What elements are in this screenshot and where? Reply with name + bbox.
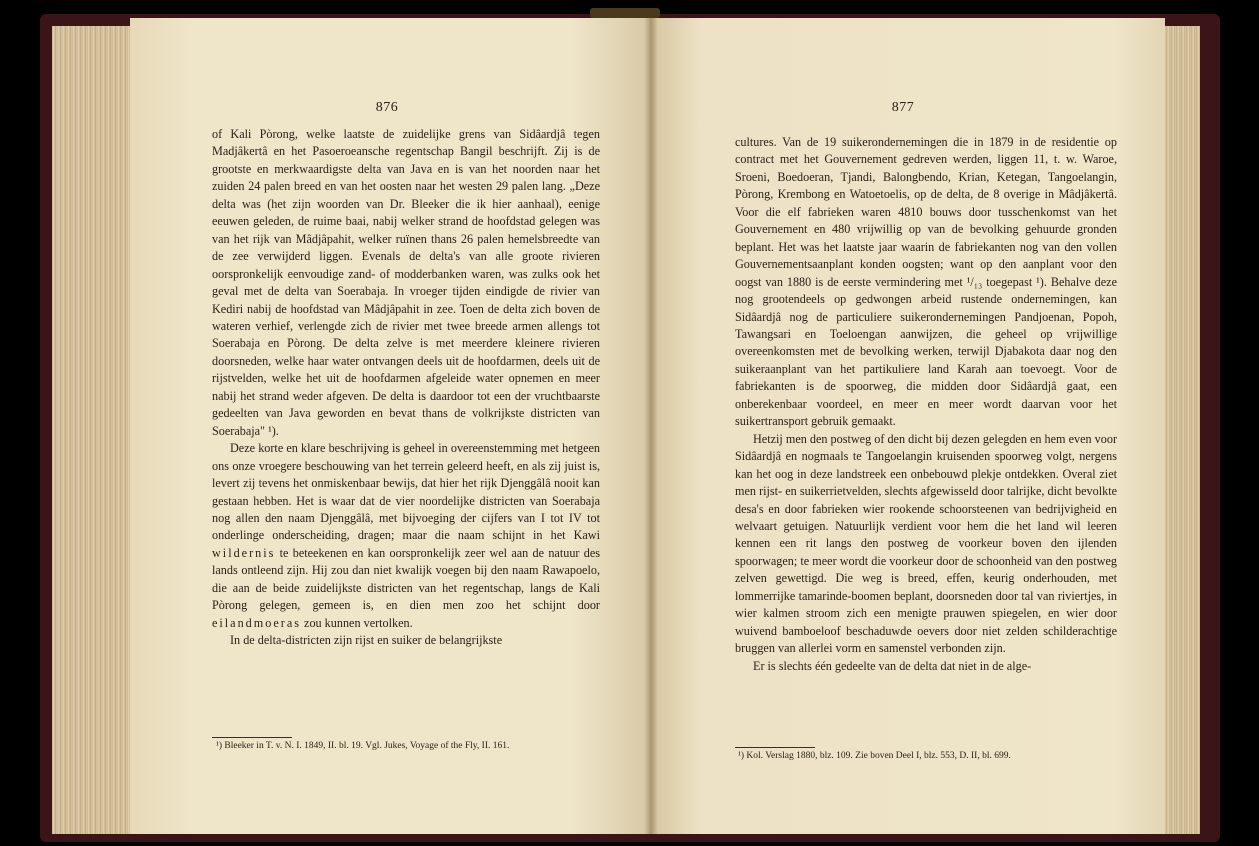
spaced-word-eilandmoeras: eilandmoeras bbox=[212, 615, 301, 630]
left-page-number: 876 bbox=[375, 100, 399, 115]
right-page bbox=[650, 18, 1165, 834]
spaced-word-wildernis: wildernis bbox=[212, 545, 276, 560]
right-paragraph-2: Hetzij men den postweg of den dicht bij dezen gelegden en hem even voor Sidâardjâ en nogmaals te Tangoelangin kruisenden spoorweg volgt, nergens kan het oog in deze landstreek een onbebouwd plekje ontdekken. Overal ziet men rijst- en suikerrietvelden, slechts afgewisseld door talrijke, dicht bevolkte desa's en door fabrieken wier rookende schoorsteenen van bedrijvigheid en welvaart getuigen. Natuurlijk verdient voor hem die het land wil leeren kennen een rit langs den postweg de voorkeur boven den ijlenden spoorwagen; te meer wordt die voorkeur door de schoonheid van den postweg zelven gewettigd. Die weg is breed, effen, keurig onderhouden, met lommerrijke tamarinde-boomen beplant, doorsneden door tal van riviertjes, in wier kalmen stroom zich een menigte prauwen spiegelen, en wier door wuivend bamboeloof beschaduwde oevers door niet zelden schilderachtige bruggen van allerlei vorm en samenstel verbonden zijn. bbox=[735, 431, 1117, 656]
right-footnote: ¹) Kol. Verslag 1880, blz. 109. Zie boven Deel I, blz. 553, D. II, bl. 699. bbox=[738, 751, 1011, 761]
right-page-number: 877 bbox=[891, 100, 915, 115]
left-footnote: ¹) Bleeker in T. v. N. I. 1849, II. bl. 19. Vgl. Jukes, Voyage of the Fly, II. 161. bbox=[216, 741, 510, 751]
left-paragraph-1: of Kali Pòrong, welke laatste de zuidelijke grens van Sidâardjâ tegen Madjâkertâ en het Pasoeroeansche regentschap Bangil beschrijft. Zij is de grootste en merkwaardigste delta van Java en is van het noorden naar het zuiden 24 palen breed en van het oosten naar het westen 29 palen lang. „Deze delta was (het zijn woorden van Dr. Bleeker die ik hier aanhaal), eenige eeuwen geleden, de ruime baai, nabij welker strand de hoofdstad gelegen was van het rijk van Mâdjâpahit, welker ruïnen thans 26 palen hemelsbreedte van de zee verwijderd liggen. Evenals de delta's van alle groote rivieren oorspronkelijk eenvoudige zand- of modderbanken waren, was zulks ook het geval met de delta van Soerabaja. In vroeger tijden eindigde de rivier van Kediri nabij de hoofdstad van Mâdjâpahit in zee. Toen de delta zich boven de wateren verhief, verlengde zich de rivier met twee breede armen allengs tot Soerabaja en Pòrong. De delta zelve is met meerdere kleinere rivieren doorsneden, welke haar water ontvangen deels uit de hoofdarmen, deels uit de rijstvelden, welke het uit de hoofdarmen afgeleide water opnemen en meer nabij het strand weder afgeven. De delta is daardoor tot een der vruchtbaarste gedeelten van Java geworden en bevat thans de volkrijkste districten van Soerabaja" ¹). bbox=[212, 127, 600, 438]
book-ribbon bbox=[590, 8, 660, 18]
right-paragraph-1: cultures. Van de 19 suikerondernemingen die in 1879 in de residentie op contract met het Gouvernement gedreven werden, liggen 11, t. w. Waroe, Sroeni, Boedoeran, Tjandi, Balongbendo, Krian, Ketegan, Tangoelangin, Pòrong, Krembong en Watoetoelis, op de delta, de 8 overige in Mâdjâkertâ. Voor die elf fabrieken waren 4810 bouws door tusschenkomst van het Gouvernement en 480 vrijwillig op van de bevolking gehuurde gronden beplant. Het was het laatste jaar waarin de fabriekanten nog van den vollen Gouvernementsaanplant konden oogsten; want op den aanplant voor den oogst van 1880 is de eerste vermindering met ¹/₁₃ toegepast ¹). Behalve deze nog grootendeels op gedwongen arbeid rustende ondernemingen, kan Sidâardjâ nog de particuliere suikerondernemingen Pandjoenan, Popoh, Tawangsari en Toeloengan aanwijzen, die geheel op vrijwillige overeenkomsten met de bevolking werken, terwijl Djabakota daar nog den suikeraanplant van het partikuliere land Karah aan toevoegt. Voor de fabriekanten is de spoorweg, die midden door Sidâardjâ gaat, een onberekenbaar voordeel, en meer en meer wordt daarvan voor het suikertransport gebruik gemaakt. bbox=[735, 135, 1117, 429]
left-footnote-rule bbox=[212, 737, 292, 738]
left-page-edges bbox=[52, 26, 138, 834]
right-footnote-rule bbox=[735, 747, 815, 748]
book-gutter bbox=[644, 18, 658, 834]
left-page-text bbox=[212, 126, 600, 650]
left-paragraph-2-part-2: te beteekenen en kan oorspronkelijk zeer wel aan de natuur des lands ontleend zijn. Hij zou dan niet kwalijk voegen bij den naam Rawapoelo, die aan de beide zuidelijkste districten van het regentschap, langs de Kali Pòrong gelegen, gemeen is, en dien men zoo het schijnt door bbox=[212, 545, 601, 613]
left-paragraph-2-part-1: Deze korte en klare beschrijving is geheel in overeenstemming met hetgeen ons onze vroegere beschouwing van het terrein geleerd heeft, en als zij juist is, levert zij tevens het onmiskenbaar bewijs, dat hier het rijk Djenggâlâ nooit kan gestaan hebben. Het is waar dat de vier noordelijke districten van Soerabaja nog allen den naam Djenggâlâ, met bijvoeging der cijfers van I tot IV tot onderlinge onderscheiding, dragen; maar die naam schijnt in het Kawi bbox=[212, 441, 600, 543]
right-page-text bbox=[735, 134, 1117, 675]
left-paragraph-3: In de delta-districten zijn rijst en suiker de belangrijkste bbox=[230, 633, 503, 648]
left-paragraph-2-part-3: zou kunnen vertolken. bbox=[304, 615, 413, 630]
left-paragraph-2 bbox=[212, 440, 600, 632]
right-paragraph-3: Er is slechts één gedeelte van de delta dat niet in de alge- bbox=[753, 658, 1032, 673]
left-page bbox=[130, 18, 650, 834]
